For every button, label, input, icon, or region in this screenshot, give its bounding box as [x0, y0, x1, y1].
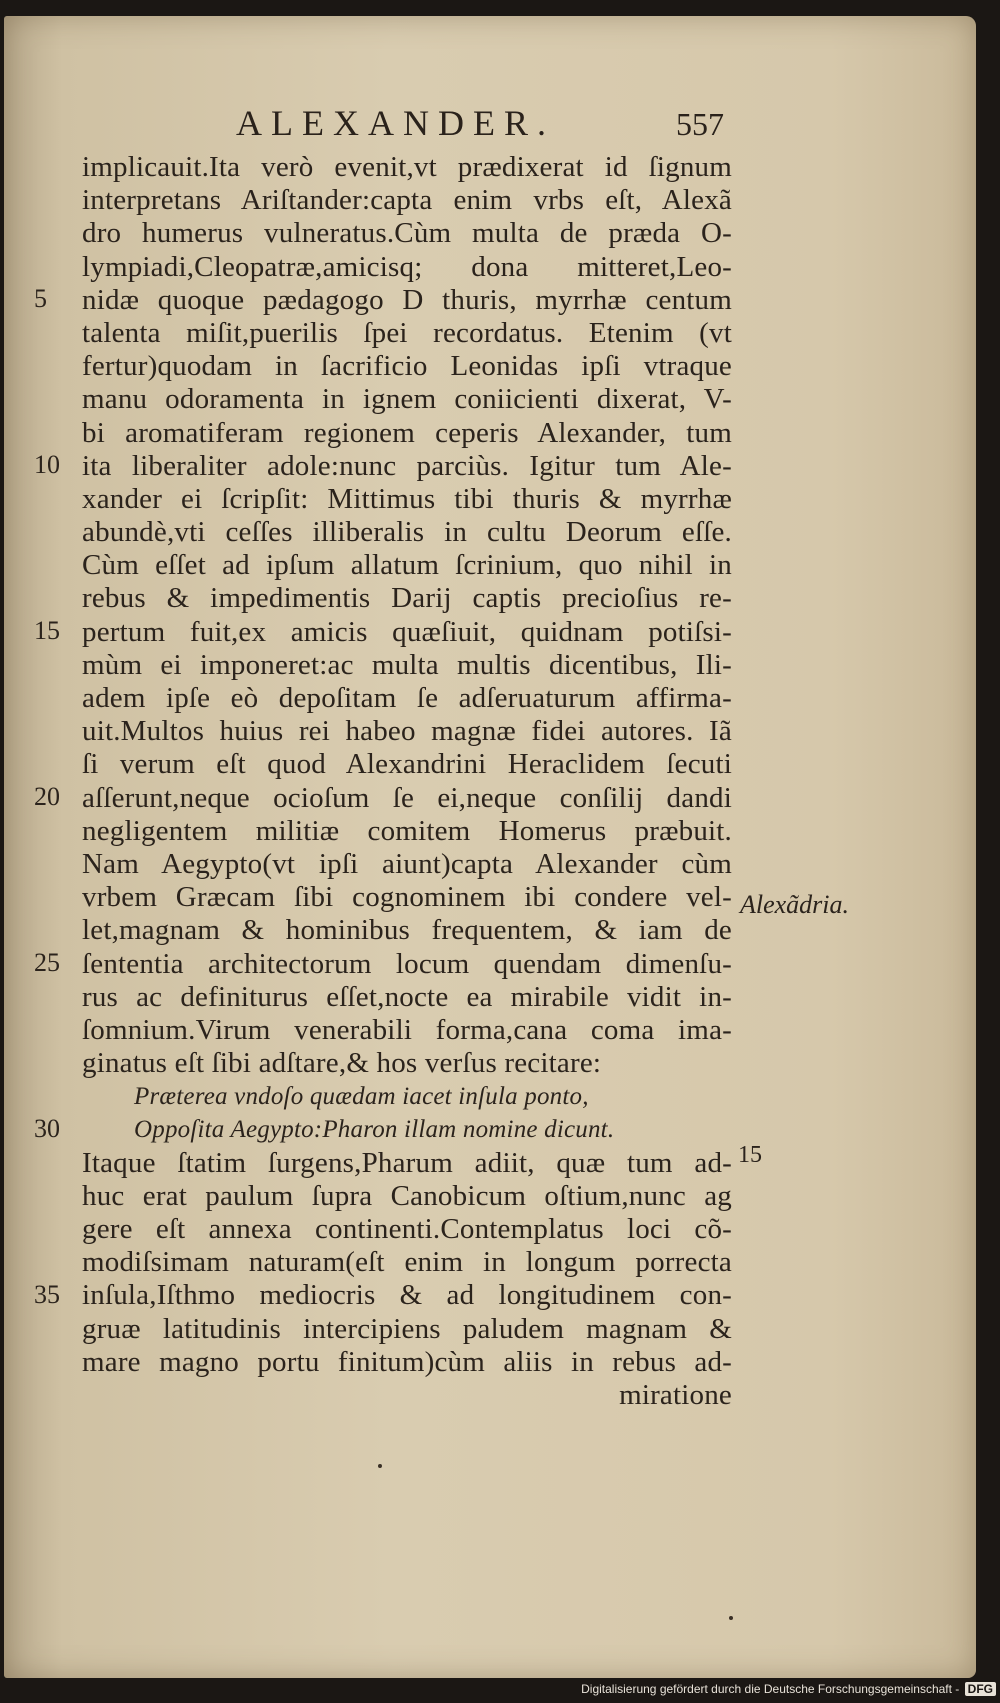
catchword: miratione: [619, 1378, 732, 1411]
body-text: [82, 151, 732, 1412]
text-line: huc erat paulum ſupra Canobicum oſtium,nunc ag: [82, 1179, 732, 1212]
marginal-note: Alexãdria.: [740, 890, 850, 919]
text-line: interpretans Ariſtander:capta enim vrbs eſt, Alexã: [82, 184, 732, 217]
line-number: 10: [34, 450, 60, 479]
verse-line: Oppoſita Aegypto:Pharon illam nomine dicunt.: [134, 1116, 615, 1144]
text-line: gruæ latitudinis intercipiens paludem magnam &: [82, 1312, 732, 1345]
text-line: pertum fuit,ex amicis quæſiuit, quidnam potiſsi-: [82, 615, 732, 648]
text-line: bi aromatiferam regionem ceperis Alexander, tum: [82, 416, 732, 449]
text-line: ſententia architectorum locum quendam dimenſu-: [82, 947, 732, 980]
line-number: 30: [34, 1114, 60, 1143]
text-line: dro humerus vulneratus.Cùm multa de præda O-: [82, 217, 732, 250]
text-line: manu odoramenta in ignem coniicienti dixerat, V-: [82, 383, 732, 416]
dfg-logo: DFG: [965, 1682, 996, 1696]
page-number: 557: [676, 106, 724, 142]
text-line: modiſsimam naturam(eſt enim in longum porrecta: [82, 1246, 732, 1279]
text-line: negligentem militiæ comitem Homerus præbuit.: [82, 814, 732, 847]
text-line: ſomnium.Virum venerabili forma,cana coma ima-: [82, 1013, 732, 1046]
marginal-number: 15: [738, 1142, 762, 1168]
text-line: gere eſt annexa continenti.Contemplatus loci cõ-: [82, 1213, 732, 1245]
text-line: mùm ei imponeret:ac multa multis dicentibus, Ili-: [82, 648, 732, 681]
line-number: 20: [34, 782, 60, 811]
footer-credit: Digitalisierung gefördert durch die Deutsche Forschungsgemeinschaft -: [581, 1682, 960, 1696]
book-page: [4, 16, 976, 1678]
text-line: talenta miſit,puerilis ſpei recordatus. Etenim (vt: [82, 316, 732, 349]
text-line: ginatus eſt ſibi adſtare,& hos verſus recitare:: [82, 1047, 602, 1080]
ink-speck: [729, 1616, 733, 1620]
text-line: fertur)quodam in ſacrificio Leonidas ipſi vtraque: [82, 350, 732, 383]
text-line: rus ac definiturus eſſet,nocte ea mirabile vidit in-: [82, 980, 732, 1013]
ink-speck: [378, 1464, 382, 1468]
text-line: adem ipſe eò depoſitam ſe adſeruaturum affirma-: [82, 682, 732, 714]
running-head: ALEXANDER.: [236, 103, 555, 143]
verse-line: Præterea vndoſo quædam iacet inſula ponto,: [134, 1083, 589, 1111]
text-line: nidæ quoque pædagogo D thuris, myrrhæ centum: [82, 283, 732, 316]
text-line: Cùm eſſet ad ipſum allatum ſcrinium, quo nihil in: [82, 549, 732, 582]
line-number: 25: [34, 948, 60, 977]
text-line: xander ei ſcripſit: Mittimus tibi thuris & myrrhæ: [82, 482, 732, 515]
text-line: ſi verum eſt quod Alexandrini Heraclidem ſecuti: [82, 748, 732, 781]
text-line: Nam Aegypto(vt ipſi aiunt)capta Alexander cùm: [82, 847, 732, 880]
text-line: implicauit.Ita verò evenit,vt prædixerat id ſignum: [82, 151, 732, 183]
text-line: ita liberaliter adole:nunc parciùs. Igitur tum Ale-: [82, 449, 732, 482]
text-line: Itaque ſtatim ſurgens,Pharum adiit, quæ tum ad-: [82, 1146, 732, 1179]
text-line: inſula,Iſthmo mediocris & ad longitudinem con-: [82, 1279, 732, 1312]
text-line: aſſerunt,neque ocioſum ſe ei,neque conſilij dandi: [82, 781, 732, 814]
text-line: vrbem Græcam ſibi cognominem ibi condere vel-: [82, 881, 732, 914]
text-line: abundè,vti ceſſes illiberalis in cultu Deorum eſſe.: [82, 516, 732, 549]
text-line: rebus & impedimentis Darij captis precioſius re-: [82, 582, 732, 615]
text-line: uit.Multos huius rei habeo magnæ fidei autores. Iã: [82, 715, 732, 748]
line-number: 15: [34, 616, 60, 645]
text-line: let,magnam & hominibus frequentem, & iam de: [82, 914, 732, 947]
digitization-footer: [0, 1682, 996, 1696]
line-number: 35: [34, 1280, 60, 1309]
line-number: 5: [34, 284, 47, 313]
text-line: mare magno portu finitum)cùm aliis in rebus ad-: [82, 1345, 732, 1378]
text-line: lympiadi,Cleopatræ,amicisq; dona mitteret,Leo-: [82, 250, 732, 283]
